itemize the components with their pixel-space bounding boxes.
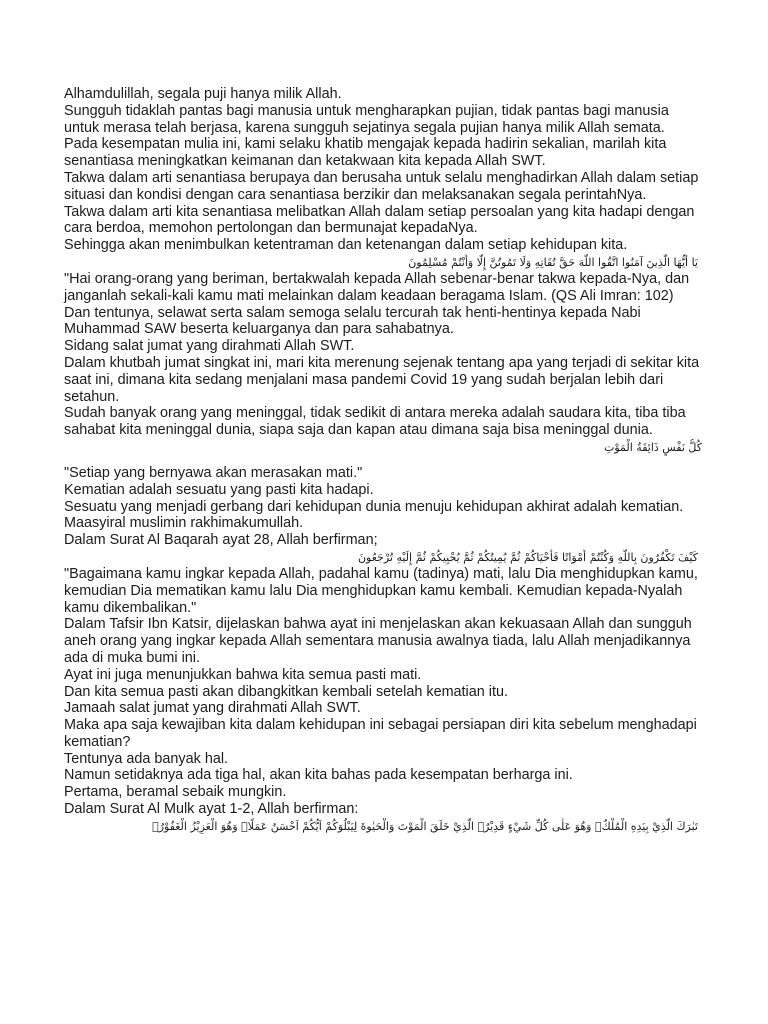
paragraph-opening-praise: Alhamdulillah, segala puji hanya milik Allah. (64, 86, 342, 102)
paragraph-no-praise-for-humans: Sungguh tidaklah pantas bagi manusia untuk mengharapkan pujian, tidak pantas bagi manusia untuk merasa telah berjasa, karena sungguh sejatinya segala pujian hanya milik Allah semata. (64, 102, 669, 136)
paragraph-many-things: Tentunya ada banyak hal. (64, 750, 229, 767)
paragraph-al-mulk-intro: Dalam Surat Al Mulk ayat 1-2, Allah berfirman: (64, 801, 359, 818)
paragraph-pandemic-reflection: Dalam khutbah jumat singkat ini, mari kita merenung sejenak tentang apa yang terjadi di sekitar kita saat ini, dimana kita sedang menjalani masa pandemi Covid 19 yang sudah berjalan lebih dari setahun. (64, 354, 700, 405)
paragraph-translation-ali-imran-102: "Hai orang-orang yang beriman, bertakwalah kepada Allah sebenar-benar takwa kepada-Nya, dan janganlah sekali-kali kamu mati melainkan dalam keadaan beragama Islam. (QS Ali Imran: 102) (64, 270, 690, 304)
paragraph-all-will-die: Ayat ini juga menunjukkan bahwa kita semua pasti mati. (64, 666, 422, 683)
paragraph-first-good-deeds: Pertama, beramal sebaik mungkin. (64, 784, 287, 801)
paragraph-taqwa-meaning-1: Takwa dalam arti senantiasa berupaya dan berusaha untuk selalu menghadirkan Allah dalam setiap situasi dan kondisi dengan cara senantiasa berzikir dan melaksanakan segala perintahNya. (64, 169, 699, 203)
paragraph-al-baqarah-intro: Dalam Surat Al Baqarah ayat 28, Allah berfirman; (64, 532, 378, 549)
arabic-verse-al-mulk-1-2: تَبٰرَكَ الَّذِيْ بِيَدِهِ الْمُلْكُۖ وَهُوَ عَلٰى كُلِّ شَيْءٍ قَدِيْرٌۙ الَّذِيْ خَلَقَ الْمَوْتَ وَالْحَيٰوةَ لِيَبْلُوَكُمْ اَيُّكُمْ اَحْسَنُ عَمَلًاۗ وَهُوَ الْعَزِيْزُ الْغَفُوْرُۙ (152, 819, 698, 833)
paragraph-taqwa-meaning-2: Takwa dalam arti kita senantiasa melibatkan Allah dalam setiap persoalan yang kita hadapi dengan cara berdoa, memohon pertolongan dan bermunajat kepadaNya. (64, 203, 695, 237)
document-body (64, 86, 704, 835)
arabic-verse-ali-imran-102: يَا أَيُّهَا الَّذِينَ آمَنُوا اتَّقُوا اللَّهَ حَقَّ تُقَاتِهِ وَلَا تَمُوتُنَّ إِلَّا وَأَنْتُمْ مُسْلِمُونَ (408, 255, 698, 269)
paragraph-tafsir-ibn-katsir: Dalam Tafsir Ibn Katsir, dijelaskan bahwa ayat ini menjelaskan akan kekuasaan Allah dan sungguh aneh orang yang ingkar kepada Allah sementara manusia awalnya tiada, lalu Allah menjadikannya ada di muka bumi ini. (64, 616, 692, 666)
arabic-verse-every-soul: كُلُّ نَفْسٍ ذَائِقَةُ الْمَوْتِ (604, 440, 702, 454)
paragraph-greeting-congregation-2: Jamaah salat jumat yang dirahmati Allah SWT. (64, 700, 361, 717)
paragraph-tranquility: Sehingga akan menimbulkan ketentraman dan ketenangan dalam setiap kehidupan kita. (64, 237, 628, 254)
paragraph-greeting-congregation-1: Sidang salat jumat yang dirahmati Allah SWT. (64, 338, 355, 355)
paragraph-translation-al-baqarah-28: "Bagaimana kamu ingkar kepada Allah, padahal kamu (tadinya) mati, lalu Dia menghidupkan kamu, kemudian Dia mematikan kamu lalu Dia menghidupkan kamu kembali. Kemudian kepada-Nyalah kamu dikembalikan." (64, 565, 698, 616)
paragraph-salawat: Dan tentunya, selawat serta salam semoga selalu tercurah tak henti-hentinya kepada Nabi Muhammad SAW beserta keluarganya dan para sahabatnya. (64, 304, 641, 338)
spacer (64, 456, 704, 465)
paragraph-death-certain: Kematian adalah sesuatu yang pasti kita hadapi. (64, 481, 374, 498)
paragraph-resurrection: Dan kita semua pasti akan dibangkitkan kembali setelah kematian itu. (64, 683, 508, 700)
paragraph-three-things: Namun setidaknya ada tiga hal, akan kita bahas pada kesempatan berharga ini. (64, 767, 573, 784)
paragraph-greeting-muslims: Maasyiral muslimin rakhimakumullah. (64, 515, 304, 532)
paragraph-many-died: Sudah banyak orang yang meninggal, tidak sedikit di antara mereka adalah saudara kita, tiba tiba sahabat kita meninggal dunia, siapa saja dan kapan atau dimana saja bisa meninggal dunia. (64, 405, 686, 439)
paragraph-obligations-question: Maka apa saja kewajiban kita dalam kehidupan ini sebagai persiapan diri kita sebelum menghadapi kematian? (64, 717, 697, 750)
paragraph-death-gateway: Sesuatu yang menjadi gerbang dari kehidupan dunia menuju kehidupan akhirat adalah kematian. (64, 498, 684, 515)
paragraph-translation-every-soul: "Setiap yang bernyawa akan merasakan mati." (64, 464, 363, 481)
paragraph-invitation-to-taqwa: Pada kesempatan mulia ini, kami selaku khatib mengajak kepada hadirin sekalian, marilah kita senantiasa meningkatkan keimanan dan ketakwaan kita kepada Allah SWT. (64, 136, 667, 170)
arabic-verse-al-baqarah-28: كَيْفَ تَكْفُرُونَ بِاللَّهِ وَكُنْتُمْ أَمْوَاتًا فَأَحْيَاكُمْ ثُمَّ يُمِيتُكُمْ ثُمَّ يُحْيِيكُمْ ثُمَّ إِلَيْهِ تُرْجَعُونَ (357, 550, 698, 564)
